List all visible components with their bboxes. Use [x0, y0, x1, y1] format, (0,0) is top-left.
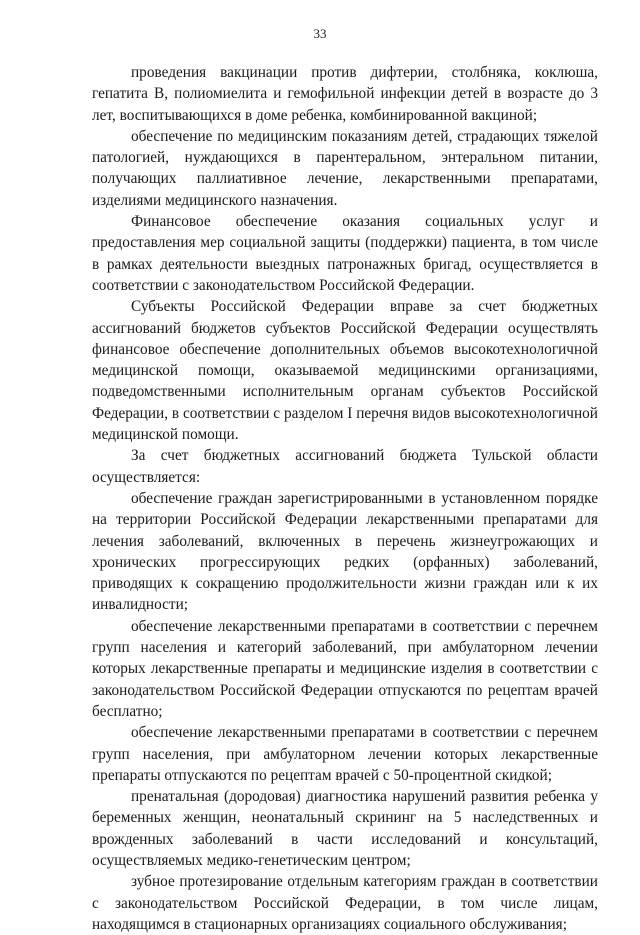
paragraph: пренатальная (дородовая) диагностика нарушений развития ребенка у беременных женщин, неонатальный скрининг на 5 наследственных и врожденных заболеваний в части исследований и консультаций, осуществляемых медико-генетическим центром; — [92, 788, 598, 869]
paragraph: зубное протезирование отдельным категориям граждан в соответствии с законодательством Российской Федерации, в том числе лицам, находящимся в стационарных организациях социального обслуживания; — [92, 873, 598, 933]
paragraph: Субъекты Российской Федерации вправе за счет бюджетных ассигнований бюджетов субъектов Российской Федерации осуществлять финансовое обеспечение дополнительных объемов высокотехнологичной медицинской помощи, оказываемой медицинскими организациями, подведомственными исполнительным органам субъектов Российской Федерации, в соответствии с разделом I перечня видов высокотехнологичной медицинской помощи. — [92, 298, 598, 444]
page-number: 33 — [313, 26, 327, 41]
paragraph-continuation: проведения вакцинации против дифтерии, столбняка, коклюша, гепатита В, полиомиелита и гемофильной инфекции детей в возрасте до 3 лет, воспитывающихся в доме ребенка, комбинированной вакциной; — [92, 64, 598, 124]
paragraph: обеспечение лекарственными препаратами в соответствии с перечнем групп населения и категорий заболеваний, при амбулаторном лечении которых лекарственные препараты и медицинские изделия в соответствии с законодательством Российской Федерации отпускаются по рецептам врачей бесплатно; — [92, 617, 598, 720]
paragraph: обеспечение граждан зарегистрированными в установленном порядке на территории Российской Федерации лекарственными препаратами для лечения заболеваний, включенных в перечень жизнеугрожающих и хронических прогрессирующих редких (орфанных) заболеваний, приводящих к сокращению продолжительности жизни граждан или к их инвалидности; — [92, 489, 598, 614]
paragraph: Финансовое обеспечение оказания социальных услуг и предоставления мер социальной защиты (поддержки) пациента, в том числе в рамках деятельности выездных патронажных бригад, осуществляется в соответствии с законодательством Российской Федерации. — [92, 213, 598, 294]
paragraph: обеспечение по медицинским показаниям детей, страдающих тяжелой патологией, нуждающихся в парентеральном, энтеральном питании, получающих паллиативное лечение, лекарственными препаратами, изделиями медицинского назначения. — [92, 127, 598, 209]
paragraph: обеспечение лекарственными препаратами в соответствии с перечнем групп населения, при амбулаторном лечении которых лекарственные препараты отпускаются по рецептам врачей с 50-процентной скидкой; — [92, 724, 598, 784]
paragraph: За счет бюджетных ассигнований бюджета Тульской области осуществляется: — [92, 447, 598, 486]
document-body — [92, 62, 598, 935]
